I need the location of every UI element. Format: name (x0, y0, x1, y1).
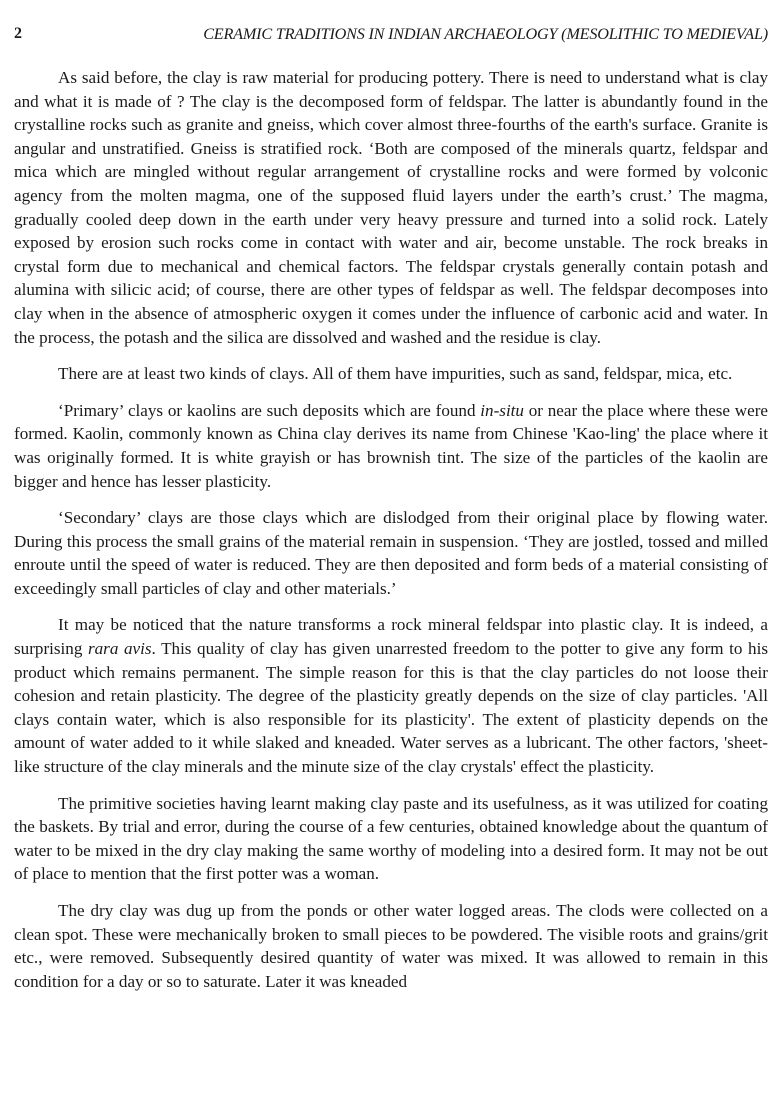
text-run: It may be noticed that the nature transforms a rock mineral feldspar into plastic clay. It is indeed, a surprising (14, 615, 768, 659)
italic-term-rara-avis: rara avis (87, 639, 152, 659)
text-run: or near the place where these were formed. Kaolin, commonly known as China clay derives its name from Chinese 'Kao-ling' the place where it was originally formed. It is white grayish or has brownish tint. The size of the particles of the kaolin are bigger and hence has lesser plasticity. (14, 400, 768, 491)
text-run: ‘Primary’ clays or kaolins are such deposits which are found (58, 400, 481, 420)
running-title: CERAMIC TRADITIONS IN INDIAN ARCHAEOLOGY (MESOLITHIC TO MEDIEVAL) (203, 25, 768, 43)
paragraph-secondary-clays: ‘Secondary’ clays are those clays which are dislodged from their original place by flowing water. During this process the small grains of the material remain in suspension. ‘They are jostled, tossed and milled enroute until the speed of water is reduced. They are then deposited and form beds of a material consisting of exceedingly small particles of clay and other materials.’ (14, 508, 768, 598)
page-number: 2 (14, 25, 22, 42)
paragraph-primitive-societies: The primitive societies having learnt making clay paste and its usefulness, as it was utilized for coating the baskets. By trial and error, during the course of a few centuries, obtained knowledge about the quantum of water to be mixed in the dry clay making the same worthy of modeling into a desired form. It may not be out of place to mention that the first potter was a woman. (14, 793, 768, 884)
book-page (14, 0, 768, 1006)
paragraph-plasticity (14, 613, 768, 778)
paragraph-kinds-of-clay: There are at least two kinds of clays. All of them have impurities, such as sand, feldspar, mica, etc. (58, 364, 733, 384)
paragraph-clay-preparation: The dry clay was dug up from the ponds or other water logged areas. The clods were collected on a clean spot. These were mechanically broken to small pieces to be powdered. The visible roots and grains/grit etc., were removed. Subsequently desired quantity of water was mixed. It was allowed to remain in this condition for a day or so to saturate. Later it was kneaded (14, 901, 768, 991)
italic-term-in-situ: in-situ (480, 400, 524, 420)
paragraph-clay-origin: As said before, the clay is raw material for producing pottery. There is need to understand what is clay and what it is made of ? The clay is the decomposed form of feldspar. The latter is abundantly found in the crystalline rocks such as granite and gneiss, which cover almost three-fourths of the earth's surface. Granite is angular and unstratified. Gneiss is stratified rock. ‘Both are composed of the minerals quartz, feldspar and mica which are mingled without regular arrangement of crystalline rocks and were formed by volconic agency from the molten magma, one of the supposed fluid layers under the earth’s crust.’ The magma, gradually cooled deep down in the earth under very heavy pressure and turned into a solid rock. Lately exposed by erosion such rocks come in contact with water and air, become unstable. The rock breaks in crystal form due to mechanical and chemical factors. The feldspar crystals generally contain potash and alumina with silicic acid; of course, there are other types of feldspar as well. The feldspar decomposes into clay when in the absence of atmospheric oxygen it comes under the influence of carbonic acid and water. In the process, the potash and the silica are dissolved and washed and the residue is clay. (14, 68, 768, 347)
text-run: . This quality of clay has given unarrested freedom to the potter to give any form to his product which remains permanent. The simple reason for this is that the clay particles do not loose their cohesion and retain plasticity. The degree of the plasticity greatly depends on the size of clay particles. 'All clays contain water, which is also responsible for its plasticity'. The extent of plasticity depends on the amount of water added to it while slaked and kneaded. Water serves as a lubricant. The other factors, 'sheet-like structure of the clay minerals and the minute size of the clay crystals' effect the plasticity. (14, 639, 768, 777)
running-head (14, 22, 768, 46)
body-text (14, 66, 768, 993)
paragraph-primary-clays (14, 399, 768, 493)
